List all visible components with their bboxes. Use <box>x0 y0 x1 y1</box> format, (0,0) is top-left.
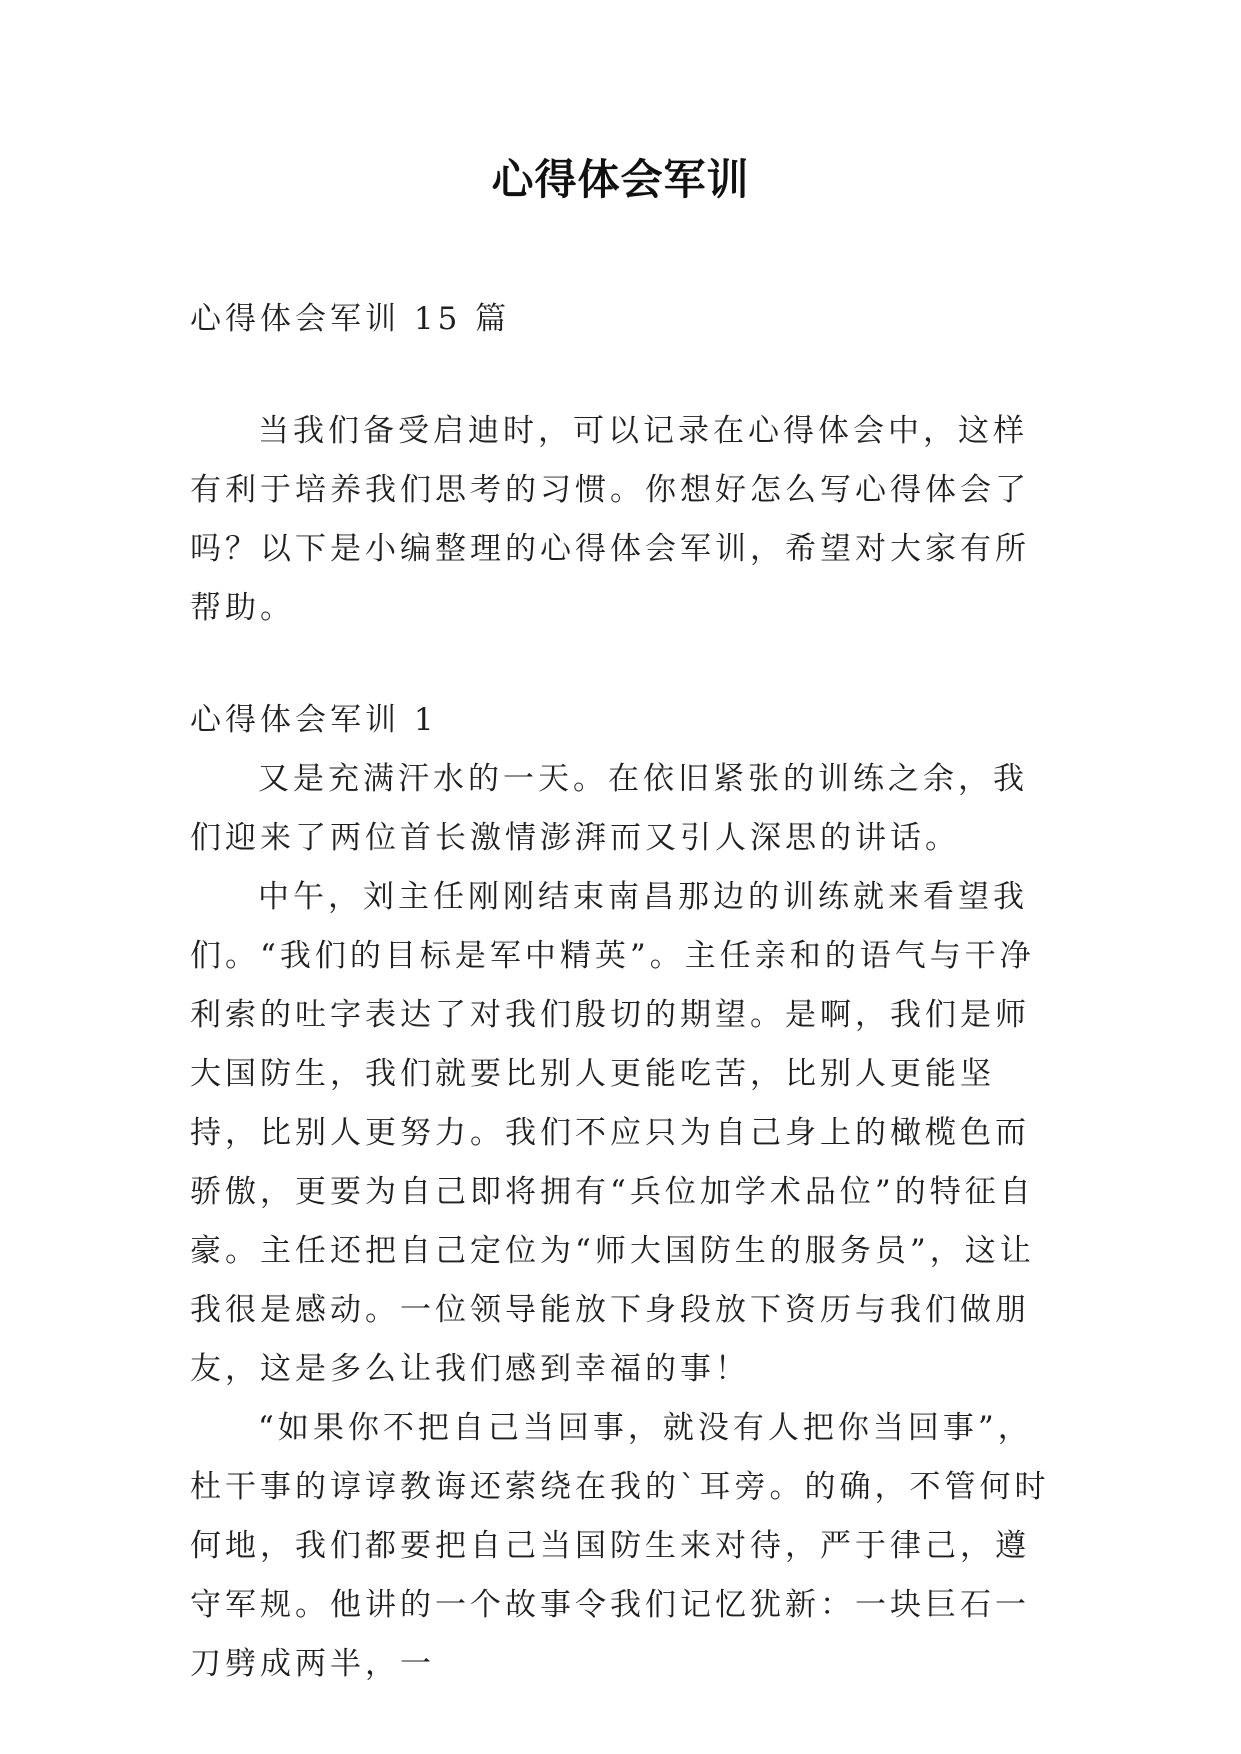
document-body <box>190 290 1056 1694</box>
document-title: 心得体会军训 <box>491 155 750 204</box>
body-paragraph-3: “如果你不把自己当回事，就没有人把你当回事”，杜干事的谆谆教诲还萦绕在我的`耳旁。的确，不管何时何地，我们都要把自己当国防生来对待，严于律己，遵守军规。他讲的一个故事令我们记忆犹新：一块巨石一刀劈成两半，一 <box>190 1410 1050 1682</box>
document-subtitle: 心得体会军训 15 篇 <box>190 301 511 337</box>
intro-paragraph: 当我们备受启迪时，可以记录在心得体会中，这样有利于培养我们思考的习惯。你想好怎么写心得体会了吗？以下是小编整理的心得体会军训，希望对大家有所帮助。 <box>190 413 1030 626</box>
body-paragraph-2: 中午，刘主任刚刚结束南昌那边的训练就来看望我们。“我们的目标是军中精英”。主任亲和的语气与干净利索的吐字表达了对我们殷切的期望。是啊，我们是师大国防生，我们就要比别人更能吃苦，比别人更能坚持，比别人更努力。我们不应只为自己身上的橄榄色而骄傲，更要为自己即将拥有“兵位加学术品位”的特征自豪。主任还把自己定位为“师大国防生的服务员”，这让我很是感动。一位领导能放下身段放下资历与我们做朋友，这是多么让我们感到幸福的事！ <box>190 879 1035 1387</box>
section-heading: 心得体会军训 1 <box>190 702 438 738</box>
body-paragraph-1: 又是充满汗水的一天。在依旧紧张的训练之余，我们迎来了两位首长激情澎湃而又引人深思的讲话。 <box>190 761 1028 856</box>
